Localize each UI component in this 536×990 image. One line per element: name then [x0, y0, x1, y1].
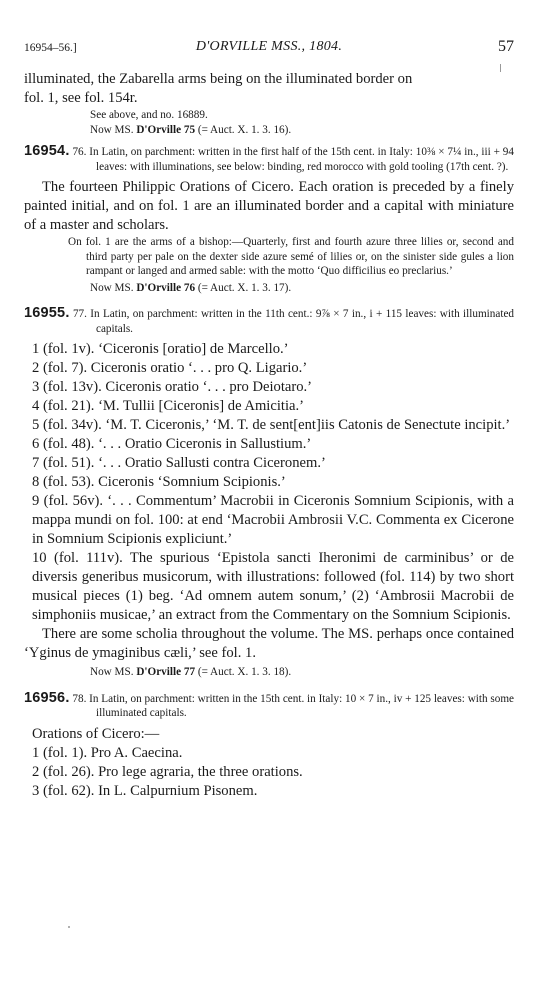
- shelfmark-auct: (= Auct. X. 1. 3. 16).: [197, 123, 292, 136]
- shelfmark-name: D'Orville 77: [136, 666, 196, 678]
- page-body: [24, 70, 514, 801]
- continued-text-line-2: fol. 1, see fol. 154r.: [24, 90, 138, 106]
- now-prefix: Now MS.: [90, 281, 134, 294]
- content-item: 2 (fol. 7). Ciceronis oratio ‘. . . pro Q. Ligario.’: [32, 360, 308, 376]
- content-item: 4 (fol. 21). ‘M. Tullii [Ciceronis] de Amicitia.’: [32, 398, 304, 414]
- content-item: 9 (fol. 56v). ‘. . . Commentum’ Macrobii in Ciceronis Somnium Scipionis, with a mappa mundi on fol. 100: at end ‘Macrobii Ambrosii V.C. Commenta ex Cicerone in Somnium Scipionis expliciunt.’: [32, 493, 514, 547]
- shelfmark-16953: [24, 123, 514, 138]
- shelfmark-16954: [24, 281, 514, 296]
- shelfmark-name: D'Orville 75: [136, 123, 196, 136]
- entry-number: 16956.: [24, 689, 70, 706]
- entry-description: 78. In Latin, on parchment: written in the 15th cent. in Italy: 10 × 7 in., iv + 125 leaves: with some illuminated capitals.: [72, 692, 515, 719]
- see-above-note: See above, and no. 16889.: [90, 109, 208, 121]
- content-item: 7 (fol. 51). ‘. . . Oratio Sallusti contra Ciceronem.’: [32, 455, 326, 471]
- entry-number: 16955.: [24, 305, 70, 321]
- entry-description: 76. In Latin, on parchment: written in the first half of the 15th cent. in Italy: 10⅜ × 7¼ in., iii + 94 leaves: with illuminations, see below: binding, red morocco with gold tooling (17th cent. ?).: [72, 146, 514, 173]
- content-item: 3 (fol. 62). In L. Calpurnium Pisonem.: [32, 782, 258, 799]
- shelfmark-name: D'Orville 76: [136, 281, 196, 294]
- entry-number: 16954.: [24, 143, 70, 159]
- margin-mark: [500, 64, 501, 72]
- entry-16955-header: [24, 306, 514, 336]
- page-number: 57: [498, 38, 514, 55]
- shelfmark-16955: [24, 665, 514, 680]
- running-header: [24, 38, 514, 60]
- content-item: 1 (fol. 1). Pro A. Caecina.: [32, 744, 183, 761]
- entry-description: 77. In Latin, on parchment: written in the 11th cent.: 9⅞ × 7 in., i + 115 leaves: with illuminated capitals.: [72, 308, 515, 335]
- shelfmark-auct: (= Auct. X. 1. 3. 18).: [197, 666, 292, 678]
- content-item: 2 (fol. 26). Pro lege agraria, the three orations.: [32, 763, 303, 780]
- continued-text-line-1: illuminated, the Zabarella arms being on the illuminated border on: [24, 71, 413, 87]
- entry-16956-header: [24, 691, 514, 721]
- content-item: 1 (fol. 1v). ‘Ciceronis [oratio] de Marcello.’: [32, 341, 289, 357]
- now-prefix: Now MS.: [90, 123, 134, 136]
- content-item: 10 (fol. 111v). The spurious ‘Epistola sancti Iheronimi de carminibus’ or de diversis generibus musicorum, with illustrations: followed (fol. 114) by two short musical pieces (1) beg. ‘Ad omnem autem sonum,’ (2) ‘Ambrosii Macrobii de simphoniis musicae,’ an extract from the Commentary on the Somnium Scipionis.: [32, 550, 514, 623]
- content-item: 3 (fol. 13v). Ciceronis oratio ‘. . . pro Deiotaro.’: [32, 379, 313, 395]
- entry-16954-arms-note: On fol. 1 are the arms of a bishop:—Quarterly, first and fourth azure three lilies or, second and third party per pale on the dexter side azure semé of lilies or, on the sinister side gules a lion rampant or langed and armed sable: with the motto ‘Quo difficilius eo preclarius.’: [68, 236, 514, 277]
- shelfmark-auct: (= Auct. X. 1. 3. 17).: [197, 281, 292, 294]
- content-item: 5 (fol. 34v). ‘M. T. Ciceronis,’ ‘M. T. de sent[ent]iis Catonis de Senectute incipit.’: [32, 417, 511, 433]
- entry-16956-heading: Orations of Cicero:—: [32, 725, 160, 742]
- paper-speck: [68, 926, 70, 928]
- header-range: 16954–56.]: [24, 42, 77, 54]
- now-prefix: Now MS.: [90, 666, 134, 678]
- entry-16955-scholia: There are some scholia throughout the volume. The MS. perhaps once contained ‘Yginus de ymaginibus cæli,’ see fol. 1.: [24, 626, 514, 661]
- entry-16954-header: [24, 144, 514, 174]
- content-item: 8 (fol. 53). Ciceronis ‘Somnium Scipionis.’: [32, 474, 286, 490]
- entry-16954-contents: The fourteen Philippic Orations of Cicero. Each oration is preceded by a finely painted initial, and on fol. 1 are an illuminated border and a capital with miniature of a master and scholars.: [24, 179, 514, 233]
- content-item: 6 (fol. 48). ‘. . . Oratio Ciceronis in Sallustium.’: [32, 436, 312, 452]
- header-title: D'ORVILLE MSS., 1804.: [195, 39, 343, 54]
